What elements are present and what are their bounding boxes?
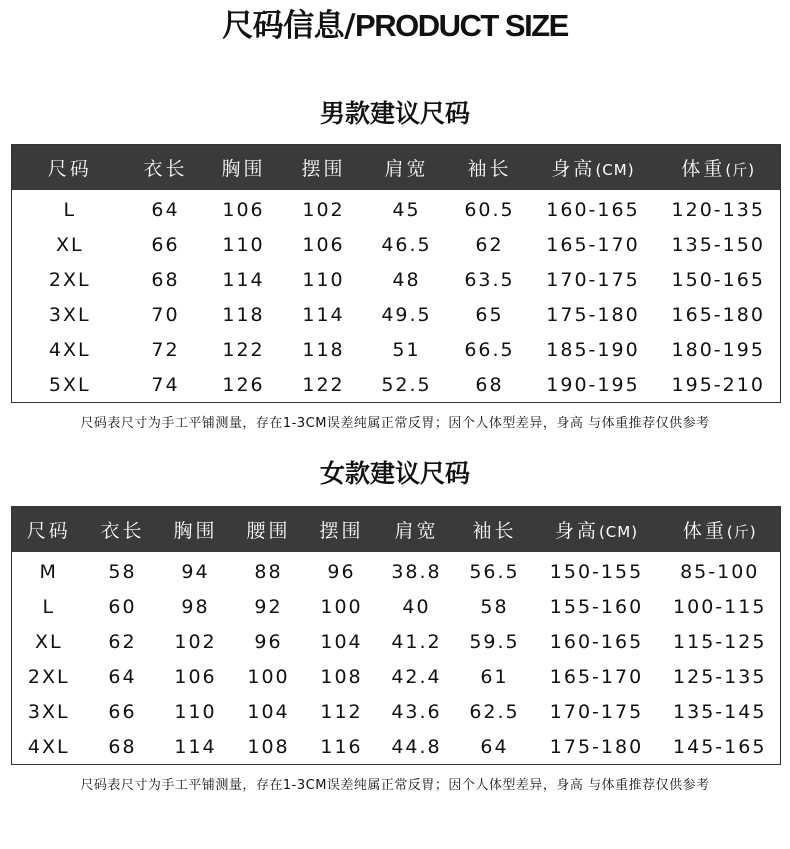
table-cell: 58 bbox=[480, 595, 509, 618]
table-cell: 44.8 bbox=[391, 735, 442, 758]
table-cell: 125-135 bbox=[673, 665, 767, 688]
women-header-cell bbox=[12, 507, 86, 553]
table-cell: 62 bbox=[475, 233, 504, 256]
table-cell: 110 bbox=[222, 233, 265, 256]
men-header-unit: (CM) bbox=[595, 161, 635, 179]
table-cell: 110 bbox=[174, 700, 217, 723]
table-cell: 63.5 bbox=[464, 268, 515, 291]
table-cell: 150-165 bbox=[671, 268, 765, 291]
men-header-label: 肩宽 bbox=[384, 158, 429, 180]
women-header-cell bbox=[456, 507, 534, 553]
table-cell: 160-165 bbox=[549, 630, 644, 653]
men-header-label: 体重 bbox=[681, 158, 726, 180]
table-cell: 68 bbox=[151, 268, 180, 291]
table-cell: 108 bbox=[247, 735, 290, 758]
table-cell: 58 bbox=[108, 560, 137, 583]
women-header-label: 摆围 bbox=[319, 520, 364, 542]
table-cell: 45 bbox=[392, 198, 421, 221]
table-cell: 96 bbox=[327, 560, 356, 583]
table-cell: 102 bbox=[302, 198, 345, 221]
table-cell: 59.5 bbox=[469, 630, 520, 653]
table-cell: 4XL bbox=[48, 338, 91, 361]
women-header-label: 衣长 bbox=[100, 520, 145, 542]
table-cell: 126 bbox=[222, 373, 265, 396]
table-cell: 145-165 bbox=[673, 735, 767, 758]
men-header-cell bbox=[284, 145, 364, 191]
table-cell: 92 bbox=[254, 595, 283, 618]
men-header-cell bbox=[530, 145, 657, 191]
men-header-unit: (斤) bbox=[725, 161, 756, 179]
table-cell: 66 bbox=[151, 233, 180, 256]
table-cell: 190-195 bbox=[546, 373, 640, 396]
men-size-table bbox=[11, 144, 781, 403]
table-cell: 170-175 bbox=[546, 268, 640, 291]
table-cell: 5XL bbox=[48, 373, 91, 396]
table-cell: 165-170 bbox=[546, 233, 640, 256]
table-cell: 160-165 bbox=[546, 198, 640, 221]
table-cell: 49.5 bbox=[381, 303, 432, 326]
table-cell: 85-100 bbox=[680, 560, 760, 583]
women-size-title: 女款建议尺码 bbox=[319, 459, 470, 488]
table-cell: 114 bbox=[302, 303, 345, 326]
table-cell: 51 bbox=[392, 338, 421, 361]
men-header-label: 衣长 bbox=[143, 158, 188, 180]
table-cell: 150-155 bbox=[549, 560, 644, 583]
table-cell: 2XL bbox=[27, 665, 70, 688]
table-row bbox=[12, 624, 781, 659]
women-header-cell bbox=[232, 507, 306, 553]
table-cell: 66.5 bbox=[464, 338, 515, 361]
table-cell: 64 bbox=[480, 735, 509, 758]
table-cell: 165-170 bbox=[549, 665, 644, 688]
table-cell: 96 bbox=[254, 630, 283, 653]
women-header-label: 肩宽 bbox=[394, 520, 439, 542]
table-cell: 40 bbox=[402, 595, 431, 618]
table-cell: 180-195 bbox=[671, 338, 765, 361]
women-header-unit: (斤) bbox=[726, 523, 757, 541]
men-header-label: 袖长 bbox=[467, 158, 512, 180]
table-cell: 104 bbox=[247, 700, 290, 723]
table-row bbox=[12, 190, 781, 227]
women-header-cell bbox=[378, 507, 456, 553]
men-header-cell bbox=[12, 145, 128, 191]
table-cell: 115-125 bbox=[673, 630, 767, 653]
women-size-table bbox=[11, 506, 781, 765]
table-cell: 43.6 bbox=[391, 700, 442, 723]
table-cell: 110 bbox=[302, 268, 345, 291]
table-row bbox=[12, 694, 781, 729]
men-size-title: 男款建议尺码 bbox=[319, 99, 470, 128]
men-header-cell bbox=[364, 145, 450, 191]
table-cell: 175-180 bbox=[546, 303, 640, 326]
table-cell: 62 bbox=[108, 630, 137, 653]
table-row bbox=[12, 227, 781, 262]
women-header-label: 腰围 bbox=[246, 520, 291, 542]
table-cell: 114 bbox=[174, 735, 217, 758]
table-cell: 122 bbox=[222, 338, 265, 361]
table-cell: L bbox=[42, 595, 56, 618]
table-cell: 65 bbox=[475, 303, 504, 326]
table-cell: 116 bbox=[320, 735, 363, 758]
table-cell: 165-180 bbox=[671, 303, 765, 326]
table-cell: 68 bbox=[475, 373, 504, 396]
men-header-cell bbox=[657, 145, 781, 191]
table-cell: 74 bbox=[151, 373, 180, 396]
women-size-note: 尺码表尺寸为手工平铺测量，存在1-3CM误差纯属正常反胃；因个人体型差异，身高 与体重推荐仅供参考 bbox=[80, 778, 710, 793]
table-cell: 72 bbox=[151, 338, 180, 361]
table-cell: 100 bbox=[320, 595, 363, 618]
table-cell: 98 bbox=[181, 595, 210, 618]
table-cell: 42.4 bbox=[391, 665, 442, 688]
table-cell: 108 bbox=[320, 665, 363, 688]
women-header-label: 身高 bbox=[554, 520, 599, 542]
table-cell: 4XL bbox=[27, 735, 70, 758]
table-row bbox=[12, 659, 781, 694]
table-cell: 66 bbox=[108, 700, 137, 723]
table-cell: 3XL bbox=[27, 700, 70, 723]
table-cell: 112 bbox=[320, 700, 363, 723]
table-cell: 3XL bbox=[48, 303, 91, 326]
women-header-unit: (CM) bbox=[598, 523, 639, 541]
women-header-cell bbox=[160, 507, 232, 553]
table-cell: 114 bbox=[222, 268, 265, 291]
table-cell: 135-145 bbox=[673, 700, 767, 723]
men-header-cell bbox=[128, 145, 204, 191]
table-row bbox=[12, 332, 781, 367]
table-cell: 120-135 bbox=[671, 198, 765, 221]
page-title-cn: 尺码信息/ bbox=[222, 8, 356, 44]
table-cell: XL bbox=[55, 233, 84, 256]
table-cell: 122 bbox=[302, 373, 345, 396]
women-header-cell bbox=[534, 507, 660, 553]
table-cell: 64 bbox=[151, 198, 180, 221]
table-cell: 64 bbox=[108, 665, 137, 688]
table-cell: 100-115 bbox=[673, 595, 767, 618]
table-cell: 61 bbox=[480, 665, 509, 688]
table-cell: 175-180 bbox=[549, 735, 644, 758]
table-row bbox=[12, 552, 781, 589]
table-row bbox=[12, 262, 781, 297]
women-header-label: 体重 bbox=[682, 520, 727, 542]
women-header-label: 尺码 bbox=[26, 520, 71, 542]
table-cell: 52.5 bbox=[381, 373, 432, 396]
table-cell: 118 bbox=[302, 338, 345, 361]
table-row bbox=[12, 367, 781, 403]
table-row bbox=[12, 297, 781, 332]
table-cell: 195-210 bbox=[671, 373, 765, 396]
women-header-row bbox=[12, 507, 781, 553]
men-header-row bbox=[12, 145, 781, 191]
table-cell: 60 bbox=[108, 595, 137, 618]
table-row bbox=[12, 589, 781, 624]
table-cell: 104 bbox=[320, 630, 363, 653]
table-cell: 106 bbox=[302, 233, 345, 256]
table-cell: XL bbox=[34, 630, 63, 653]
table-cell: 41.2 bbox=[391, 630, 442, 653]
table-cell: 135-150 bbox=[671, 233, 765, 256]
table-cell: 60.5 bbox=[464, 198, 515, 221]
table-cell: 106 bbox=[174, 665, 217, 688]
men-header-label: 尺码 bbox=[47, 158, 92, 180]
men-header-cell bbox=[204, 145, 284, 191]
table-cell: 170-175 bbox=[549, 700, 644, 723]
table-cell: 106 bbox=[222, 198, 265, 221]
page-title bbox=[0, 6, 790, 46]
men-size-note: 尺码表尺寸为手工平铺测量，存在1-3CM误差纯属正常反胃；因个人体型差异，身高 与体重推荐仅供参考 bbox=[80, 416, 710, 431]
table-cell: 185-190 bbox=[546, 338, 640, 361]
men-header-label: 胸围 bbox=[221, 158, 266, 180]
women-header-cell bbox=[660, 507, 781, 553]
women-header-label: 胸围 bbox=[173, 520, 218, 542]
table-cell: 62.5 bbox=[469, 700, 520, 723]
table-cell: 118 bbox=[222, 303, 265, 326]
table-cell: 48 bbox=[392, 268, 421, 291]
men-header-label: 摆围 bbox=[301, 158, 346, 180]
women-header-label: 袖长 bbox=[472, 520, 517, 542]
table-cell: 100 bbox=[247, 665, 290, 688]
table-cell: 68 bbox=[108, 735, 137, 758]
table-row bbox=[12, 729, 781, 765]
table-cell: 2XL bbox=[48, 268, 91, 291]
table-cell: L bbox=[63, 198, 77, 221]
table-cell: 102 bbox=[174, 630, 217, 653]
table-cell: 94 bbox=[181, 560, 210, 583]
table-cell: 70 bbox=[151, 303, 180, 326]
table-cell: 56.5 bbox=[469, 560, 520, 583]
men-header-label: 身高 bbox=[551, 158, 596, 180]
table-cell: M bbox=[39, 560, 58, 583]
table-cell: 155-160 bbox=[549, 595, 644, 618]
women-header-cell bbox=[306, 507, 378, 553]
table-cell: 38.8 bbox=[391, 560, 442, 583]
table-cell: 88 bbox=[254, 560, 283, 583]
page-title-en: PRODUCT SIZE bbox=[355, 8, 568, 43]
table-cell: 46.5 bbox=[381, 233, 432, 256]
men-header-cell bbox=[450, 145, 530, 191]
women-header-cell bbox=[86, 507, 160, 553]
